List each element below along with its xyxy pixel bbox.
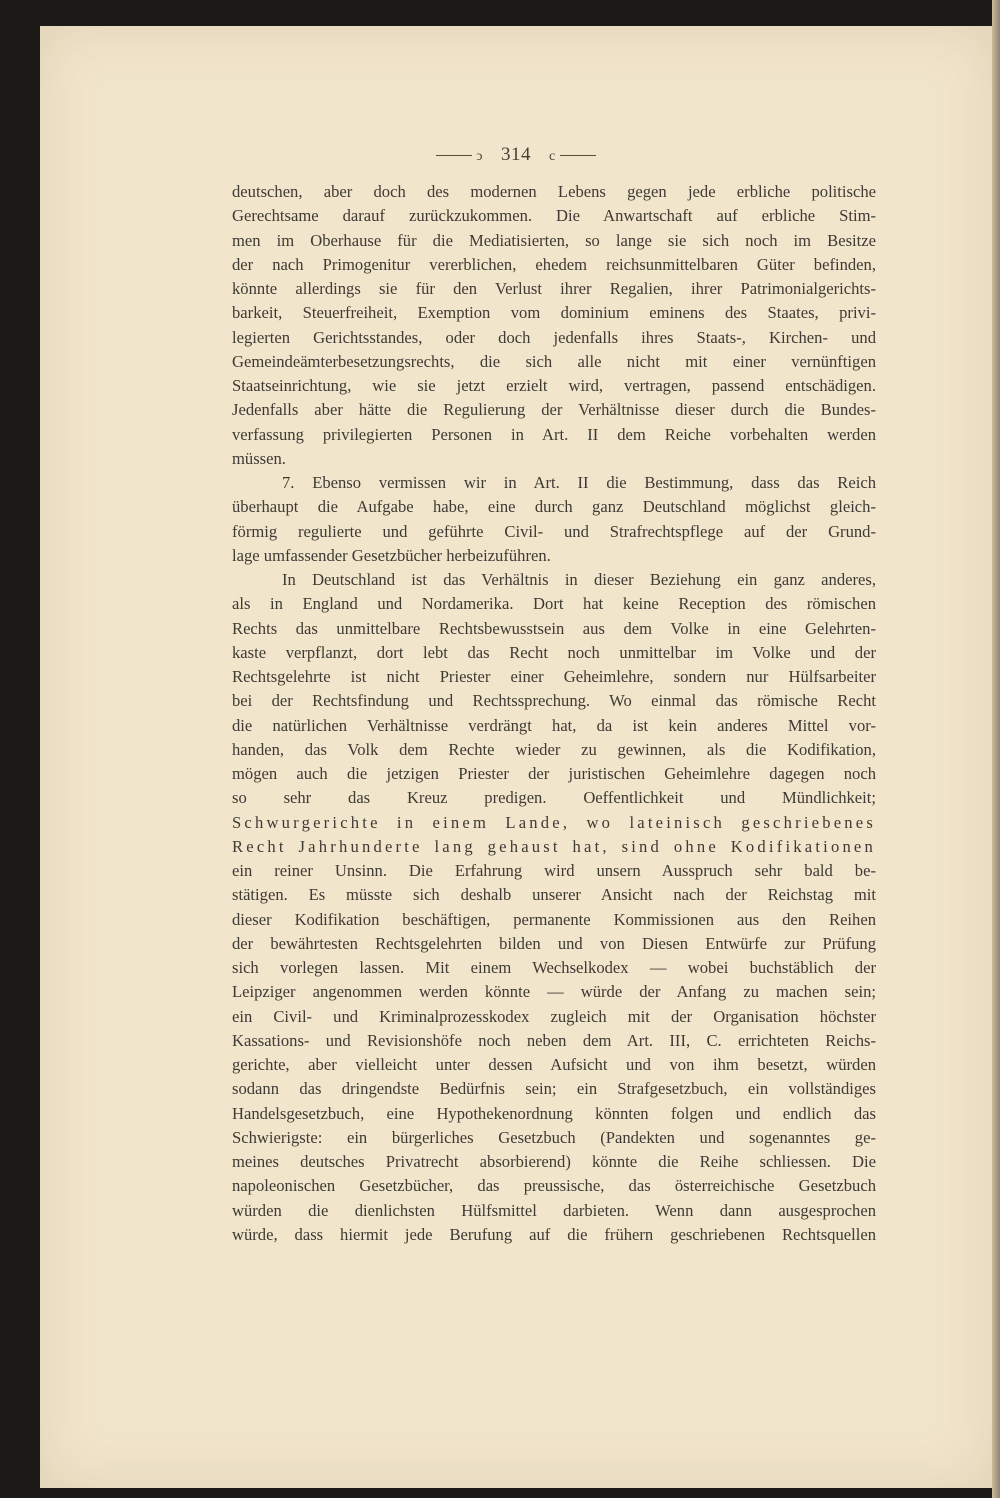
text-line: Leipziger angenommen werden könnte — würde der Anfang zu machen sein; (232, 982, 876, 1002)
text-line: stätigen. Es müsste sich deshalb unserer Ansicht nach der Reichstag mit (232, 885, 876, 905)
text-line: handen, das Volk dem Rechte wieder zu gewinnen, als die Kodifikation, (232, 739, 876, 759)
page-edge-strip (992, 0, 1000, 1498)
text-line-content: 7. Ebenso vermissen wir in Art. II die Bestimmung, dass das Reich (282, 473, 876, 492)
text-line: lage umfassender Gesetzbücher herbeizuführen. (232, 545, 551, 565)
text-line: könnte allerdings sie für den Verlust ihrer Regalien, ihrer Patrimonialgerichts- (232, 279, 876, 298)
text-line: meines deutsches Privatrecht absorbierend) könnte die Reihe schliessen. Die (232, 1152, 876, 1171)
text-line: verfassung privilegierten Personen in Art. II dem Reiche vorbehalten werden (232, 424, 876, 444)
text-line: der bewährtesten Rechtsgelehrten bilden und von Diesen Entwürfe zur Prüfung (232, 933, 876, 953)
text-line: Gemeindeämterbesetzungsrechts, die sich alle nicht mit einer vernünftigen (232, 351, 876, 371)
header-ornament-left: ↄ (476, 149, 483, 164)
text-line: legierten Gerichtsstandes, oder doch jedenfalls ihres Staats-, Kirchen- und (232, 327, 876, 347)
text-line-content: In Deutschland ist das Verhältnis in dieser Beziehung ein ganz anderes, (282, 570, 876, 589)
text-line: sich vorlegen lassen. Mit einem Wechselkodex — wobei buchstäblich der (232, 958, 876, 977)
text-line: würde, dass hiermit jede Berufung auf die frühern geschriebenen Rechtsquellen (232, 1224, 876, 1244)
text-line-spaced: Schwurgerichte in einem Lande, wo lateinisch geschriebenes (232, 812, 876, 832)
text-line: mögen auch die jetzigen Priester der juristischen Geheimlehre dagegen noch (232, 764, 876, 783)
text-line: Rechtsgelehrte ist nicht Priester einer Geheimlehre, sondern nur Hülfsarbeiter (232, 667, 876, 686)
text-line: bei der Rechtsfindung und Rechtssprechung. Wo einmal das römische Recht (232, 691, 876, 711)
text-line-indented (232, 471, 876, 495)
text-line: der nach Primogenitur vererblichen, ehedem reichsunmittelbaren Güter befinden, (232, 254, 876, 274)
text-line: als in England und Nordamerika. Dort hat keine Reception des römischen (232, 594, 876, 614)
text-line: Staatseinrichtung, wie sie jetzt erzielt wird, vertragen, passend entschädigen. (232, 376, 876, 395)
text-line: förmig regulierte und geführte Civil- und Strafrechtspflege auf der Grund- (232, 521, 876, 541)
text-line: so sehr das Kreuz predigen. Oeffentlichkeit und Mündlichkeit; (232, 788, 876, 808)
text-line: sodann das dringendste Bedürfnis sein; ein Strafgesetzbuch, ein vollständiges (232, 1079, 876, 1099)
text-line: dieser Kodifikation beschäftigen, permanente Kommissionen aus den Reihen (232, 909, 876, 929)
text-line: Jedenfalls aber hätte die Regulierung der Verhältnisse dieser durch die Bundes- (232, 400, 876, 420)
body-text (232, 180, 876, 1247)
text-line: ein reiner Unsinn. Die Erfahrung wird unsern Ausspruch sehr bald be- (232, 861, 876, 880)
header-rule-right (560, 155, 596, 156)
text-line: überhaupt die Aufgabe habe, eine durch ganz Deutschland möglichst gleich- (232, 497, 876, 517)
text-line-indented (232, 568, 876, 592)
text-line: gerichte, aber vielleicht unter dessen Aufsicht und von ihm besetzt, würden (232, 1055, 876, 1074)
text-line: Rechts das unmittelbare Rechtsbewusstsein aus dem Volke in eine Gelehrten- (232, 618, 876, 638)
text-line: kaste verpflanzt, dort lebt das Recht noch unmittelbar im Volke und der (232, 642, 876, 662)
text-line: barkeit, Steuerfreiheit, Exemption vom dominium eminens des Staates, privi- (232, 303, 876, 323)
text-line: ein Civil- und Kriminalprozesskodex zugleich mit der Organisation höchster (232, 1006, 876, 1026)
header-rule-left (436, 155, 472, 156)
text-line: die natürlichen Verhältnisse verdrängt hat, da ist kein anderes Mittel vor- (232, 715, 876, 735)
text-line: napoleonischen Gesetzbücher, das preussische, das österreichische Gesetzbuch (232, 1176, 876, 1196)
text-line: müssen. (232, 448, 286, 468)
page-header (40, 144, 992, 166)
text-line: men im Oberhause für die Mediatisierten, so lange sie sich noch im Besitze (232, 230, 876, 250)
text-line: Schwierigste: ein bürgerliches Gesetzbuch (Pandekten und sogenanntes ge- (232, 1127, 876, 1147)
text-line: Kassations- und Revisionshöfe noch neben dem Art. III, C. errichteten Reichs- (232, 1030, 876, 1050)
text-line: Handelsgesetzbuch, eine Hypothekenordnung könnten folgen und endlich das (232, 1103, 876, 1123)
text-line: würden die dienlichsten Hülfsmittel darbieten. Wenn dann ausgesprochen (232, 1200, 876, 1220)
page-number: 314 (501, 144, 531, 165)
text-line: Gerechtsame darauf zurückzukommen. Die Anwartschaft auf erbliche Stim- (232, 206, 876, 226)
header-ornament-right: c (549, 149, 556, 164)
text-line-spaced: Recht Jahrhunderte lang gehaust hat, sind ohne Kodifikationen (232, 836, 876, 856)
text-line: deutschen, aber doch des modernen Lebens gegen jede erbliche politische (232, 182, 876, 201)
